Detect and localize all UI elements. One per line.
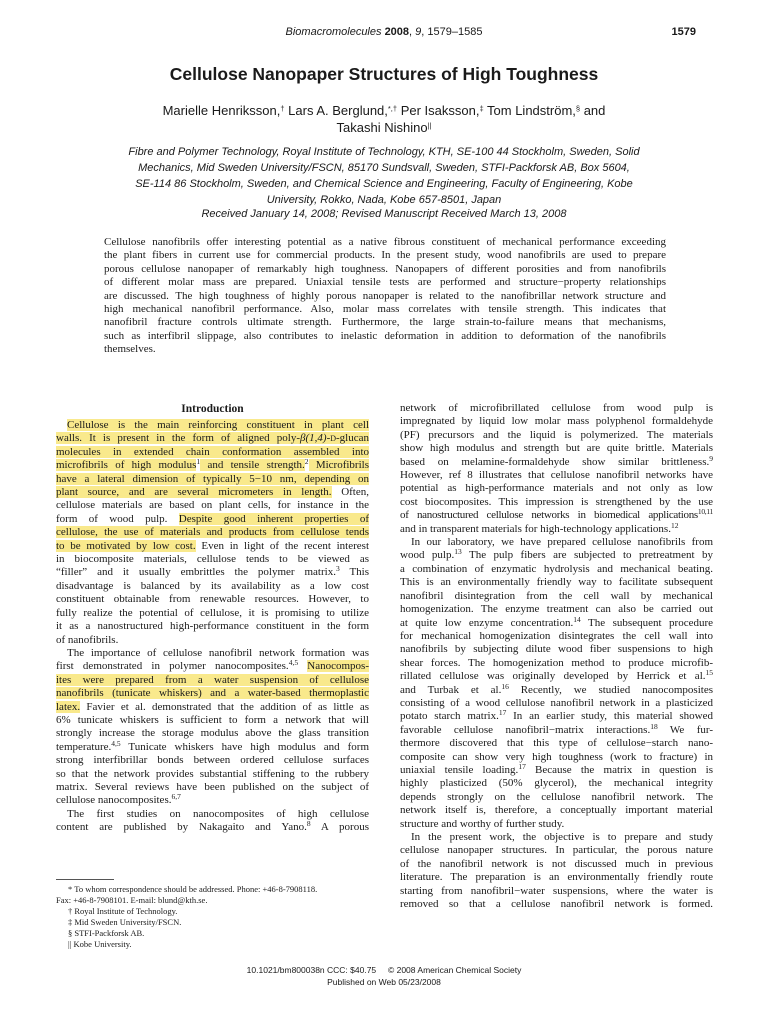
abstract <box>104 236 666 357</box>
author-affiliation-mark: ‡ <box>479 104 484 113</box>
footnote-line: ‡ Mid Sweden University/FSCN. <box>68 917 182 927</box>
body-text: We fur- <box>657 723 713 736</box>
body-line: (PF) precursors and the liquid is polymerized. The materials <box>400 428 713 441</box>
highlighted-text: walls. It is present in the form of aligned <box>56 432 277 445</box>
body-text: rillated cellulose was originally developed by Herrick et al. <box>400 670 706 683</box>
body-line: thermore discovered that this type of cellulose−starch nano- <box>400 737 713 750</box>
body-line <box>56 419 369 432</box>
highlighted-text: cellulose, the use of materials and products from cellulose tends <box>56 526 369 539</box>
body-line: it as a nanostructured high-performance constituent in the form <box>56 620 369 633</box>
body-line: structure and worthy of further study. <box>400 817 565 830</box>
abstract-line: high mechanical nanofibril performance. Also, molar mass correlates with tensile strength. This indicates that <box>104 303 666 316</box>
body-text: at quite low enzyme concentration. <box>400 616 574 629</box>
citation-ref[interactable]: 2 <box>304 459 309 467</box>
body-text: The subsequent procedure <box>580 616 713 629</box>
footnotes <box>56 884 376 950</box>
body-text: temperature. <box>56 740 112 753</box>
body-line: cellulose nanopaper structures. In particular, the porous nature <box>400 844 713 857</box>
body-line: cost biocomposites. This impression is strengthened by the use <box>400 495 713 508</box>
page-footer <box>0 964 768 988</box>
body-line <box>400 684 713 697</box>
body-line <box>56 808 369 821</box>
body-line <box>400 536 713 549</box>
citation-ref[interactable]: 17 <box>498 710 507 718</box>
highlighted-text: poly- <box>276 432 301 445</box>
body-line <box>56 486 369 499</box>
body-text: favorable cellulose nanofibril−matrix interactions. <box>400 723 651 736</box>
highlighted-text: to be motivated by low cost. <box>56 539 196 552</box>
author-conjunction: and <box>583 103 606 118</box>
body-text: A porous <box>310 821 369 834</box>
body-line: nanofibril disintegration from the cell wall by mechanical <box>400 589 713 602</box>
body-text: and Turbak et al. <box>400 683 502 696</box>
citation-ref[interactable]: 9 <box>709 455 713 463</box>
body-line: of the nanofibril network is not discussed much in previous <box>400 857 713 870</box>
body-line <box>56 647 369 660</box>
body-line: starting from nanofibril−water suspensions, where the water is <box>400 884 713 897</box>
paper-title: Cellulose Nanopaper Structures of High Toughness <box>169 64 599 84</box>
abstract-line: Cellulose nanofibrils offer interesting potential as a native fibrous constituent of mechanical performance exceeding <box>104 236 666 248</box>
body-line <box>56 701 369 714</box>
body-line: However, ref 8 illustrates that cellulose nanofibril networks have <box>400 469 713 482</box>
body-line: removed so that a cellulose nanofibril network is formed. <box>400 898 713 911</box>
body-line <box>400 456 713 469</box>
highlighted-text: nanofibrils (tunicate whiskers) and a water-based thermoplastic <box>56 687 369 700</box>
highlighted-text: β(1,4)- <box>300 432 331 445</box>
citation-ref[interactable]: 8 <box>306 821 311 829</box>
body-text: form of wood pulp. <box>56 512 179 525</box>
body-text: Tunicate whiskers have high modulus and form <box>120 740 369 753</box>
running-header: Biomacromolecules 2008, 9, 1579–1585 <box>285 26 483 38</box>
doi-text: 10.1021/bm800038n CCC: $40.75 <box>246 965 377 975</box>
body-line: depends strongly on the cellulose nanofibril network. The <box>400 790 713 803</box>
highlighted-text: latex. <box>56 700 81 713</box>
body-text: first demonstrated in polymer nanocomposites. <box>56 660 289 673</box>
body-text: wood pulp. <box>400 549 455 562</box>
body-line <box>400 670 713 683</box>
page-number: 1579 <box>671 26 696 38</box>
affiliations <box>108 144 660 208</box>
body-line: impregnated by liquid low molar mass polyphenol formaldehyde <box>400 415 713 428</box>
body-line: so that the network provides substantial stiffening to the rubbery <box>56 767 369 780</box>
body-text: “filler” and it usually embrittles the polymer matrix. <box>56 566 336 579</box>
author-name: Takashi Nishino <box>336 120 428 135</box>
body-line: strongly increase the storage modulus above the glass transition <box>56 727 369 740</box>
author-name: Lars A. Berglund, <box>288 103 388 118</box>
abstract-line: such as interfibril slippage, also contributes to inelastic deformation in addition to deformation of the nanofibrils <box>104 329 666 342</box>
citation-ref[interactable]: 12 <box>670 522 679 530</box>
citation-ref[interactable]: 1 <box>196 459 201 467</box>
body-line <box>56 432 369 445</box>
abstract-line: the plant fibers in current use for commercial products. In the present study, wood nanofibrils are used to prepare <box>104 249 666 262</box>
body-text: In an earlier study, this material showed <box>506 710 713 723</box>
body-line: strong interfibrillar bonds between ordered cellulose surfaces <box>56 754 369 767</box>
highlighted-text: -glucan <box>336 432 369 445</box>
highlighted-text: Despite good inherent properties of <box>178 512 369 525</box>
body-line <box>56 687 369 700</box>
body-line: consisting of a wood cellulose nanofibril network in a plasticized <box>400 696 713 709</box>
highlighted-text: molecules in extended chain conformation assembled into <box>56 445 369 458</box>
author-affiliation-mark: || <box>427 121 432 130</box>
body-text: uniaxial tensile loading. <box>400 763 519 776</box>
author-name: Per Isaksson, <box>400 103 480 118</box>
highlighted-text: Nanocompos- <box>307 660 369 673</box>
body-line: of nanofibrils. <box>56 633 119 646</box>
footnote-line: || Kobe University. <box>68 939 132 949</box>
body-text: Recently, we studied nanocomposites <box>508 683 713 696</box>
body-line <box>400 710 713 723</box>
body-text: The first studies on nanocomposites of high cellulose <box>67 807 369 820</box>
journal-name: Biomacromolecules <box>285 26 382 38</box>
journal-pages: 1579–1585 <box>427 26 483 38</box>
citation-ref[interactable]: 14 <box>573 616 581 624</box>
body-text: Favier et al. demonstrated that the addition of as little as <box>80 700 369 713</box>
body-text: The importance of cellulose nanofibril network formation was <box>67 646 369 659</box>
body-line <box>56 660 369 673</box>
footnote-line: † Royal Institute of Technology. <box>68 906 178 916</box>
body-line: in biocomposite materials, cellulose tends to be viewed as <box>56 553 369 566</box>
body-line: shear forces. The homogenization method to produce microfib- <box>400 656 713 669</box>
body-line: matrix. Several reviews have been published on the subject of <box>56 780 369 793</box>
body-line: constituent obtainable from renewable resources. However, to <box>56 593 369 606</box>
body-line <box>400 724 713 737</box>
abstract-line: are discussed. The high toughness of highly porous nanopaper is related to the nanofibrillar network structure and <box>104 289 666 302</box>
body-line: This is an environmentally friendly way to facilitate subsequent <box>400 576 713 589</box>
body-text: This <box>339 566 369 579</box>
body-text: The pulp fibers are subjected to pretreatment by <box>461 549 713 562</box>
author-name: Marielle Henriksson, <box>162 103 281 118</box>
abstract-line: nanofibril fracture controls ultimate strength. Furthermore, the large strain-to-failure means that mechanisms, <box>104 316 666 329</box>
body-line <box>56 473 369 486</box>
abstract-line: themselves. <box>104 343 156 356</box>
affiliation-line: University, Rokko, Nada, Kobe 657-8501, Japan <box>266 194 502 206</box>
journal-volume: 9 <box>415 26 422 38</box>
highlighted-text: have a lateral dimension of typically 5−10 nm, depending on <box>56 472 369 485</box>
affiliation-line: SE-114 86 Stockholm, Sweden, and Chemical Science and Engineering, Faculty of Engineering, Kobe <box>135 178 633 190</box>
body-text: of nanostructured cellulose networks in biomedical applications <box>400 509 698 522</box>
body-line: disadvantage is balanced by its availability as a low cost <box>56 579 369 592</box>
body-text: content are published by Nakagaito and Yano. <box>56 821 307 834</box>
highlighted-text: ites were prepared from a water suspension of cellulose <box>56 673 369 686</box>
body-line: nanofibrils by subjecting dilute wood fiber suspensions to high <box>400 643 713 656</box>
footnote-line: * To whom correspondence should be addressed. Phone: +46-8-7908118. <box>68 884 318 894</box>
citation-ref[interactable]: 10,11 <box>697 509 713 517</box>
author-list <box>0 102 768 136</box>
citation-ref[interactable]: 18 <box>650 723 658 731</box>
body-line <box>56 446 369 459</box>
body-line <box>56 540 369 553</box>
body-line: literature. The preparation is an environmentally friendly route <box>400 871 713 884</box>
body-line <box>56 794 369 807</box>
body-line: cellulose materials are based on plant cells, for instance in the <box>56 499 369 512</box>
citation-ref[interactable]: 15 <box>705 670 713 678</box>
body-line <box>56 566 369 579</box>
body-line <box>56 674 369 687</box>
highlighted-text: plant source, and are several micrometers in length. <box>56 486 332 499</box>
body-line <box>400 831 713 844</box>
journal-year: 2008 <box>384 26 410 38</box>
body-line <box>400 509 713 522</box>
citation-ref[interactable]: 13 <box>454 549 462 557</box>
body-text: based on melamine-formaldehyde show similar brittleness. <box>400 455 710 468</box>
body-line: network itself is, therefore, a conceptually important material <box>400 804 713 817</box>
highlighted-text: Cellulose is the main reinforcing constituent in plant cell <box>67 419 369 431</box>
body-text: and in transparent materials for high-technology applications. <box>400 522 671 535</box>
body-line: a combination of enzymatic hydrolysis and mechanical beating. <box>400 562 713 575</box>
abstract-line: porous cellulose nanopaper of remarkably high toughness. Nanopapers of different porosities and from nanofibrils <box>104 262 666 275</box>
body-text: Because the matrix in question is <box>525 763 713 776</box>
body-line <box>56 526 369 539</box>
citation-ref[interactable]: 4,5 <box>111 740 121 748</box>
body-line <box>56 741 369 754</box>
body-text: In our laboratory, we have prepared cellulose nanofibrils from <box>411 536 713 549</box>
body-text: Even in light of the recent interest <box>195 539 369 552</box>
body-text: In the present work, the objective is to prepare and study <box>411 831 713 843</box>
section-heading-introduction: Introduction <box>181 403 244 415</box>
author-affiliation-mark: † <box>280 104 285 113</box>
footnote-line: § STFI-Packforsk AB. <box>68 928 145 938</box>
affiliation-line: Fibre and Polymer Technology, Royal Institute of Technology, KTH, SE-100 44 Stockholm, Sweden, Solid <box>128 146 640 158</box>
body-line <box>56 821 369 834</box>
body-column-right <box>400 402 713 911</box>
body-line <box>400 523 713 536</box>
body-line <box>56 459 369 472</box>
body-line <box>400 764 713 777</box>
author-name: Tom Lindström, <box>487 103 576 118</box>
body-line: homogenization. The enzyme treatment can also be carried out <box>400 603 713 616</box>
highlighted-text: and tensile strength. <box>200 459 305 472</box>
footnote-line: Fax: +46-8-7908101. E-mail: blund@kth.se. <box>56 895 208 905</box>
citation-ref[interactable]: 3 <box>335 566 340 574</box>
citation-ref[interactable]: 6,7 <box>171 794 181 802</box>
body-text: cellulose nanocomposites. <box>56 794 172 807</box>
body-line: show high modulus and strength but are quite brittle. Materials <box>400 442 713 455</box>
body-line: 6% tunicate whiskers is sufficient to form a network that will <box>56 713 369 726</box>
abstract-line: of different molar mass are prepared. Uniaxial tensile tests are performed and structure−property relationships <box>104 276 666 289</box>
highlighted-text: Microfibrils <box>308 459 369 472</box>
highlighted-text: d <box>330 432 337 445</box>
highlighted-text: microfibrils of high modulus <box>56 459 197 472</box>
publication-date: Published on Web 05/23/2008 <box>327 977 441 987</box>
received-dates: Received January 14, 2008; Revised Manuscript Received March 13, 2008 <box>201 208 567 220</box>
body-line <box>400 617 713 630</box>
footnote-divider <box>56 879 114 880</box>
body-line: for mechanical homogenization disintegrates the cell wall into <box>400 629 713 642</box>
author-affiliation-mark: § <box>575 104 581 113</box>
author-affiliation-mark: *,† <box>387 104 398 113</box>
citation-ref[interactable]: 4,5 <box>288 660 299 668</box>
body-line: composite can show very high toughness (work to fracture) in <box>400 750 713 763</box>
body-text: potato starch matrix. <box>400 710 499 723</box>
citation-ref[interactable]: 17 <box>518 763 526 771</box>
copyright-text: © 2008 American Chemical Society <box>387 965 522 975</box>
citation-ref[interactable]: 16 <box>501 683 509 691</box>
affiliation-line: Mechanics, Mid Sweden University/FSCN, 85170 Sundsvall, Sweden, STFI-Packforsk AB, Box 5604, <box>138 162 630 174</box>
body-line: network of microfibrillated cellulose from wood pulp is <box>400 402 713 414</box>
body-line: potential as high-performance materials and not only as low <box>400 482 713 495</box>
body-line: fully realize the potential of cellulose, it is promising to utilize <box>56 606 369 619</box>
body-line <box>56 513 369 526</box>
body-line <box>400 549 713 562</box>
body-text: Often, <box>331 486 369 499</box>
body-column-left <box>56 402 369 835</box>
body-line: highly plasticized (50% glycerol), the mechanical integrity <box>400 777 713 790</box>
